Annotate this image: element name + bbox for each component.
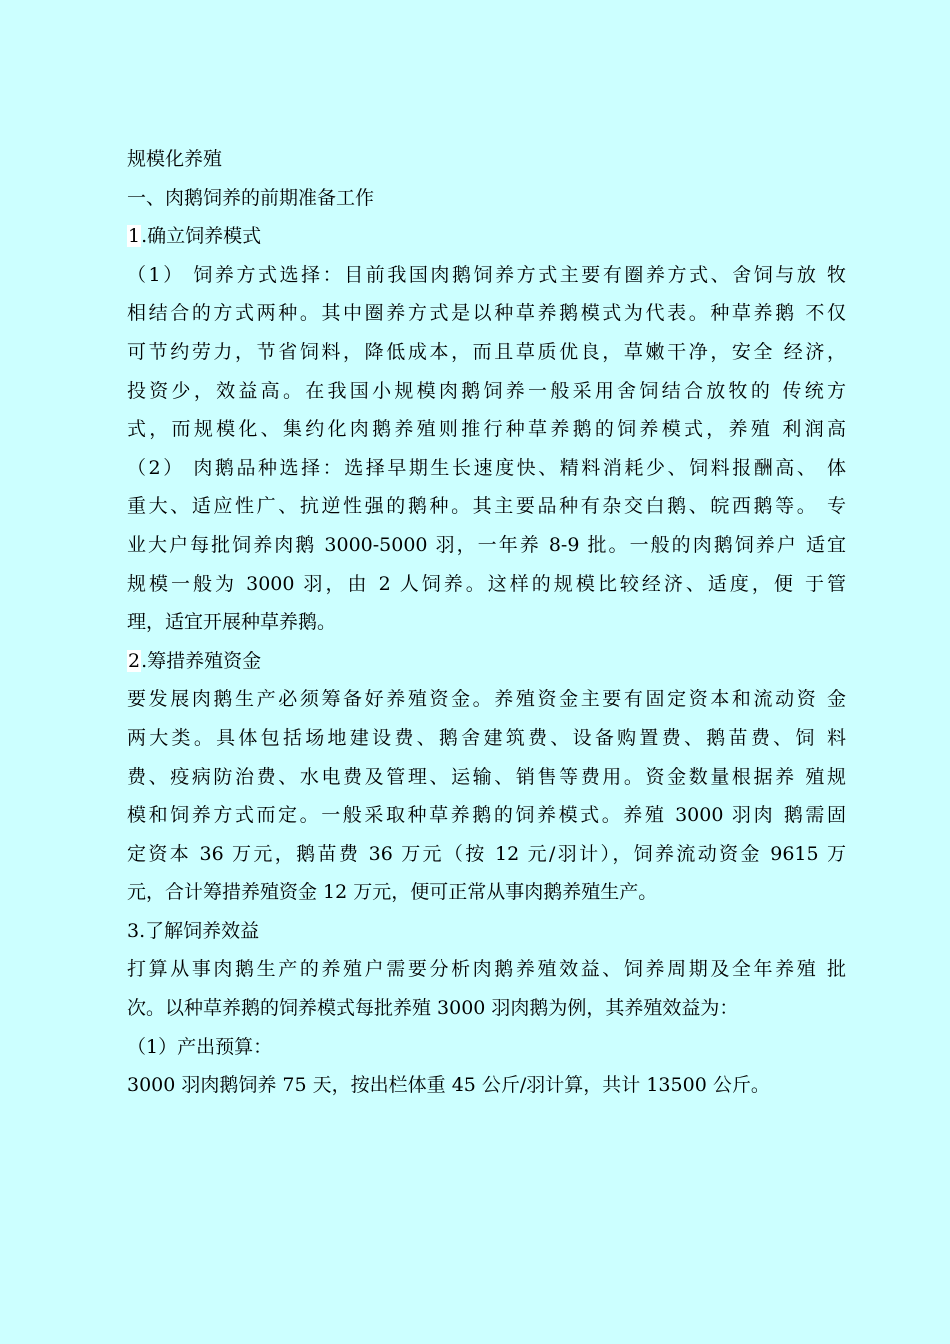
item-heading-1-text: .确立饲养模式 xyxy=(141,225,262,248)
item-number-2: 2 xyxy=(128,649,141,672)
paragraph-5: 3000 羽肉鹅饲养 75 天，按出栏体重 45 公斤/羽计算，共计 13500 公斤。 xyxy=(127,1074,770,1097)
paragraph-2-line: 规模一般为 3000 羽，由 2 人饲养。这样的规模比较经济、适度，便 于管 xyxy=(127,572,846,595)
paragraph-3-line: 两大类。具体包括场地建设费、鹅舍建筑费、设备购置费、鹅苗费、饲 料 xyxy=(127,726,846,749)
paragraph-1-line: 式，而规模化、集约化肉鹅养殖则推行种草养鹅的饲养模式，养殖 利润高 xyxy=(127,418,846,441)
paragraph-3-line: 费、疫病防治费、水电费及管理、运输、销售等费用。资金数量根据养 殖规 xyxy=(127,765,846,788)
doc-title: 规模化养殖 xyxy=(127,148,223,170)
paragraph-2-line: 重大、适应性广、抗逆性强的鹅种。其主要品种有杂交白鹅、皖西鹅等。 专 xyxy=(127,495,846,518)
paragraph-1-line: （1） 饲养方式选择：目前我国肉鹅饲养方式主要有圈养方式、舍饲与放 牧 xyxy=(127,263,846,286)
item-heading-2-text: .筹措养殖资金 xyxy=(141,649,262,672)
sub-heading-1: （1）产出预算： xyxy=(127,1035,273,1058)
paragraph-4-line: 次。以种草养鹅的饲养模式每批养殖 3000 羽肉鹅为例，其养殖效益为： xyxy=(127,997,739,1020)
paragraph-1-line: 相结合的方式两种。其中圈养方式是以种草养鹅模式为代表。种草养鹅 不仅 xyxy=(127,302,846,325)
paragraph-3-line: 定资本 36 万元，鹅苗费 36 万元（按 12 元/羽计），饲养流动资金 9615 万 xyxy=(127,842,846,865)
paragraph-1-line: 投资少，效益高。在我国小规模肉鹅饲养一般采用舍饲结合放牧的 传统方 xyxy=(127,379,846,402)
section-heading-1: 一、肉鹅饲养的前期准备工作 xyxy=(127,186,375,209)
paragraph-3-line: 元，合计筹措养殖资金 12 万元，便可正常从事肉鹅养殖生产。 xyxy=(127,881,658,904)
paragraph-2-line: 理，适宜开展种草养鹅。 xyxy=(127,611,337,634)
item-heading-1 xyxy=(127,217,846,256)
paragraph-2-line: 业大户每批饲养肉鹅 3000-5000 羽，一年养 8-9 批。一般的肉鹅饲养户 适宜 xyxy=(127,533,846,556)
paragraph-2-line: （2） 肉鹅品种选择：选择早期生长速度快、精料消耗少、饲料报酬高、 体 xyxy=(127,456,846,479)
item-heading-3: 3.了解饲养效益 xyxy=(127,919,260,942)
paragraph-1-line: 可节约劳力，节省饲料，降低成本，而且草质优良，草嫩干净，安全 经济， xyxy=(127,340,846,363)
paragraph-3-line: 模和饲养方式而定。一般采取种草养鹅的饲养模式。养殖 3000 羽肉 鹅需固 xyxy=(127,804,846,827)
item-heading-2 xyxy=(127,642,846,681)
item-number-1: 1 xyxy=(128,225,141,248)
paragraph-4-line: 打算从事肉鹅生产的养殖户需要分析肉鹅养殖效益、饲养周期及全年养殖 批 xyxy=(127,958,846,981)
paragraph-3-line: 要发展肉鹅生产必须筹备好养殖资金。养殖资金主要有固定资本和流动资 金 xyxy=(127,688,846,711)
